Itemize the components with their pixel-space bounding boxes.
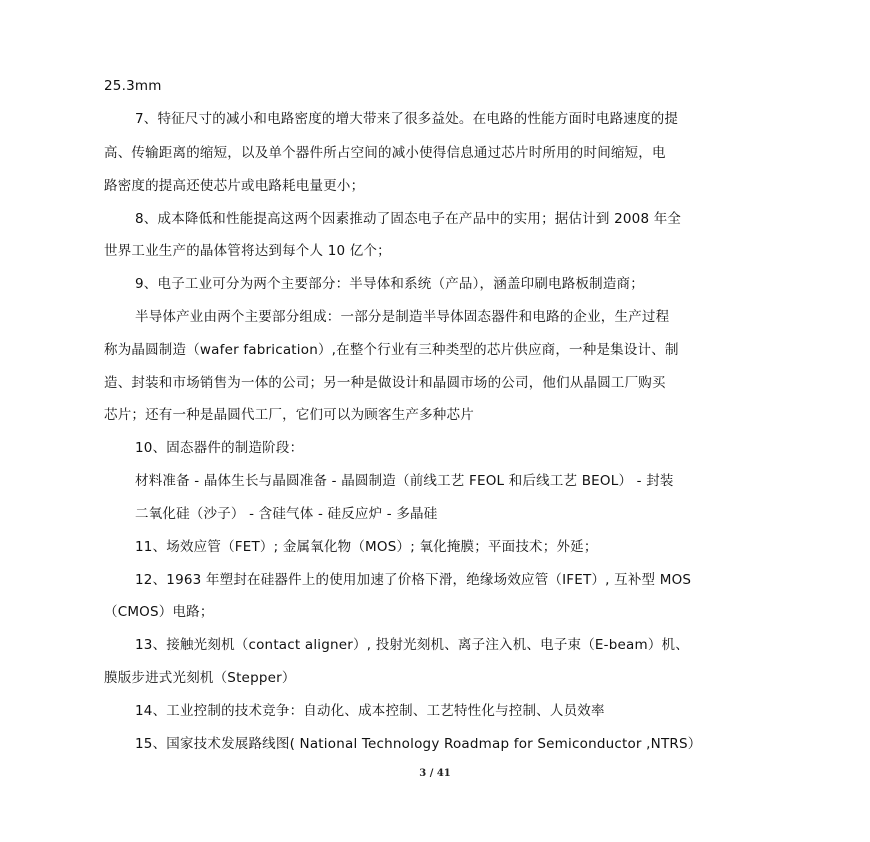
text-line: 25.3mm [104, 78, 162, 94]
text-line: 9、电子工业可分为两个主要部分：半导体和系统（产品），涵盖印刷电路板制造商； [135, 276, 644, 292]
text-line: 11、场效应管（FET）; 金属氧化物（MOS）; 氧化掩膜；平面技术；外延； [135, 539, 598, 555]
text-line: 10、固态器件的制造阶段： [135, 440, 304, 456]
page-number: 3 / 41 [419, 768, 451, 779]
text-line: 材料准备 - 晶体生长与晶圆准备 - 晶圆制造（前线工艺 FEOL 和后线工艺 BEOL） - 封装 [135, 473, 674, 489]
text-line: 二氧化硅（沙子） - 含硅气体 - 硅反应炉 - 多晶硅 [135, 506, 438, 522]
text-line: 路密度的提高还使芯片或电路耗电量更小； [104, 178, 365, 194]
text-line: 高、传输距离的缩短，以及单个器件所占空间的减小使得信息通过芯片时所用的时间缩短，电 [104, 145, 666, 161]
text-line: 世界工业生产的晶体管将达到每个人 10 亿个； [104, 243, 391, 259]
text-line: （CMOS）电路； [104, 604, 214, 620]
text-line: 称为晶圆制造（wafer fabrication）,在整个行业有三种类型的芯片供应商，一种是集设计、制 [104, 342, 679, 358]
text-line: 15、国家技术发展路线图( National Technology Roadmap for Semiconductor ,NTRS） [135, 736, 702, 752]
text-line: 膜版步进式光刻机（Stepper） [104, 670, 296, 686]
text-line: 造、封装和市场销售为一体的公司；另一种是做设计和晶圆市场的公司，他们从晶圆工厂购买 [104, 375, 666, 391]
text-line: 8、成本降低和性能提高这两个因素推动了固态电子在产品中的实用；据估计到 2008 年全 [135, 211, 682, 227]
text-line: 芯片；还有一种是晶圆代工厂，它们可以为顾客生产多种芯片 [104, 407, 474, 423]
text-line: 12、1963 年塑封在硅器件上的使用加速了价格下滑，绝缘场效应管（IFET）, 互补型 MOS [135, 572, 692, 588]
text-line: 7、特征尺寸的减小和电路密度的增大带来了很多益处。在电路的性能方面时电路速度的提 [135, 111, 679, 127]
text-line: 半导体产业由两个主要部分组成：一部分是制造半导体固态器件和电路的企业，生产过程 [135, 309, 670, 325]
text-line: 13、接触光刻机（contact aligner）, 投射光刻机、离子注入机、电子束（E-beam）机、 [135, 637, 689, 653]
text-line: 14、工业控制的技术竞争：自动化、成本控制、工艺特性化与控制、人员效率 [135, 703, 605, 719]
